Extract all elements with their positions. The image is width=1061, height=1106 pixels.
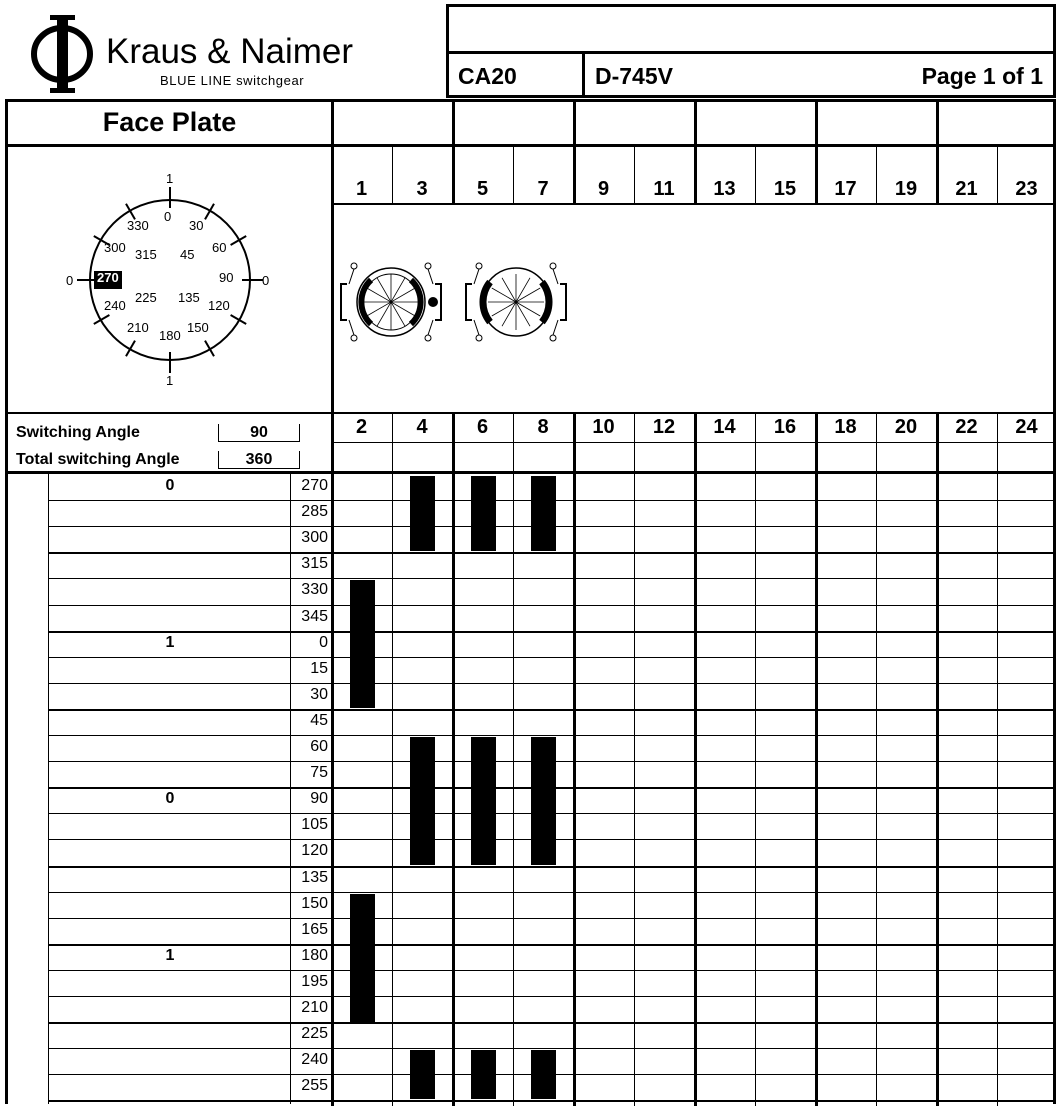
face-plate-title: Face Plate: [102, 107, 237, 137]
contact-closed-bar: [471, 476, 496, 551]
terminal-bottom-20: 20: [894, 416, 918, 438]
dial-marker-bottom: 1: [166, 373, 174, 388]
dial-label-30: 30: [189, 218, 204, 233]
dial-marker-top: 1: [166, 171, 174, 186]
terminal-bottom-22: 22: [955, 416, 978, 438]
total-angle-label: Total switching Angle: [16, 451, 180, 468]
angle-345: 345: [301, 608, 328, 625]
angle-315: 315: [301, 555, 328, 572]
terminal-top-7: 7: [537, 178, 549, 200]
logo-phi-icon: [24, 12, 104, 96]
angle-240: 240: [301, 1051, 328, 1068]
dial-label-210: 210: [127, 320, 149, 335]
diagram-number: D-745V: [595, 63, 673, 89]
cam-symbol-2: [466, 263, 566, 341]
switching-angle-value: 90: [218, 424, 300, 442]
terminal-top-1: 1: [355, 178, 368, 200]
angle-165: 165: [301, 921, 328, 938]
terminal-top-5: 5: [476, 178, 489, 200]
terminal-bottom-24: 24: [1015, 416, 1038, 438]
dial-inner-135: 135: [178, 290, 200, 305]
terminal-top-21: 21: [955, 178, 978, 200]
terminal-bottom-4: 4: [416, 416, 428, 438]
terminal-bottom-8: 8: [537, 416, 549, 438]
contact-closed-bar: [471, 1050, 496, 1099]
angle-0: 0: [319, 634, 328, 651]
angle-75: 75: [310, 764, 328, 781]
dial-marker-right: 0: [262, 273, 270, 288]
terminal-top-9: 9: [597, 178, 610, 200]
terminal-top-15: 15: [773, 178, 797, 200]
brand-tagline: BLUE LINE switchgear: [160, 73, 305, 88]
terminal-top-23: 23: [1015, 178, 1038, 200]
contact-closed-bar: [531, 476, 556, 551]
terminal-top-13: 13: [713, 178, 736, 200]
terminal-bottom-2: 2: [355, 416, 368, 438]
cam-symbol-1: [341, 263, 441, 341]
angle-105: 105: [301, 816, 328, 833]
position-label-180: 1: [165, 947, 175, 964]
angle-15: 15: [310, 660, 328, 677]
dial-inner-315: 315: [135, 247, 157, 262]
dial-inner-45: 45: [180, 247, 195, 262]
terminal-top-17: 17: [834, 178, 857, 200]
terminal-bottom-16: 16: [773, 416, 797, 438]
contact-closed-bar: [531, 1050, 556, 1099]
angle-255: 255: [301, 1077, 328, 1094]
terminal-top-19: 19: [894, 178, 918, 200]
terminal-top-11: 11: [653, 178, 675, 200]
dial-marker-left: 0: [66, 273, 74, 288]
contact-symbols: [334, 258, 584, 358]
dial-label-330: 330: [127, 218, 149, 233]
switching-angle-label: Switching Angle: [16, 424, 140, 441]
contact-closed-bar: [531, 737, 556, 865]
contact-closed-bar: [410, 737, 435, 865]
terminal-bottom-12: 12: [652, 416, 676, 438]
terminal-bottom-10: 10: [592, 416, 615, 438]
angle-285: 285: [301, 503, 328, 520]
dial-label-0: 0: [164, 209, 172, 224]
position-label-90: 0: [165, 790, 175, 807]
angle-45: 45: [310, 712, 328, 729]
contact-closed-bar: [350, 580, 375, 708]
terminal-bottom-18: 18: [834, 416, 857, 438]
contact-closed-bar: [410, 1050, 435, 1099]
page-indicator: Page 1 of 1: [921, 63, 1043, 89]
dial-label-300: 300: [104, 240, 126, 255]
terminal-bottom-6: 6: [476, 416, 489, 438]
terminal-bottom-14: 14: [713, 416, 736, 438]
angle-210: 210: [301, 999, 328, 1016]
dial-inner-225: 225: [135, 290, 157, 305]
angle-60: 60: [310, 738, 328, 755]
angle-30: 30: [310, 686, 328, 703]
contact-closed-bar: [350, 894, 375, 1022]
position-label-0: 1: [165, 634, 175, 651]
angle-225: 225: [301, 1025, 328, 1042]
dial-label-180: 180: [159, 328, 181, 343]
angle-180: 180: [301, 947, 328, 964]
dial-label-150: 150: [187, 320, 209, 335]
angle-135: 135: [301, 869, 328, 886]
angle-330: 330: [301, 581, 328, 598]
dial-label-60: 60: [212, 240, 227, 255]
angle-270: 270: [301, 477, 328, 494]
dial-label-270: 270: [97, 270, 119, 285]
dial-label-120: 120: [208, 298, 230, 313]
position-label-270: 0: [165, 477, 175, 494]
series-code: CA20: [458, 63, 517, 89]
angle-150: 150: [301, 895, 328, 912]
angle-90: 90: [310, 790, 328, 807]
contact-closed-bar: [410, 476, 435, 551]
dial-label-90: 90: [219, 270, 234, 285]
brand-name: Kraus & Naimer: [106, 32, 354, 71]
terminal-top-3: 3: [416, 178, 428, 200]
angle-300: 300: [301, 529, 328, 546]
total-angle-value: 360: [218, 451, 300, 469]
angle-120: 120: [301, 842, 328, 859]
contact-closed-bar: [471, 737, 496, 865]
angle-195: 195: [301, 973, 328, 990]
dial-label-240: 240: [104, 298, 126, 313]
